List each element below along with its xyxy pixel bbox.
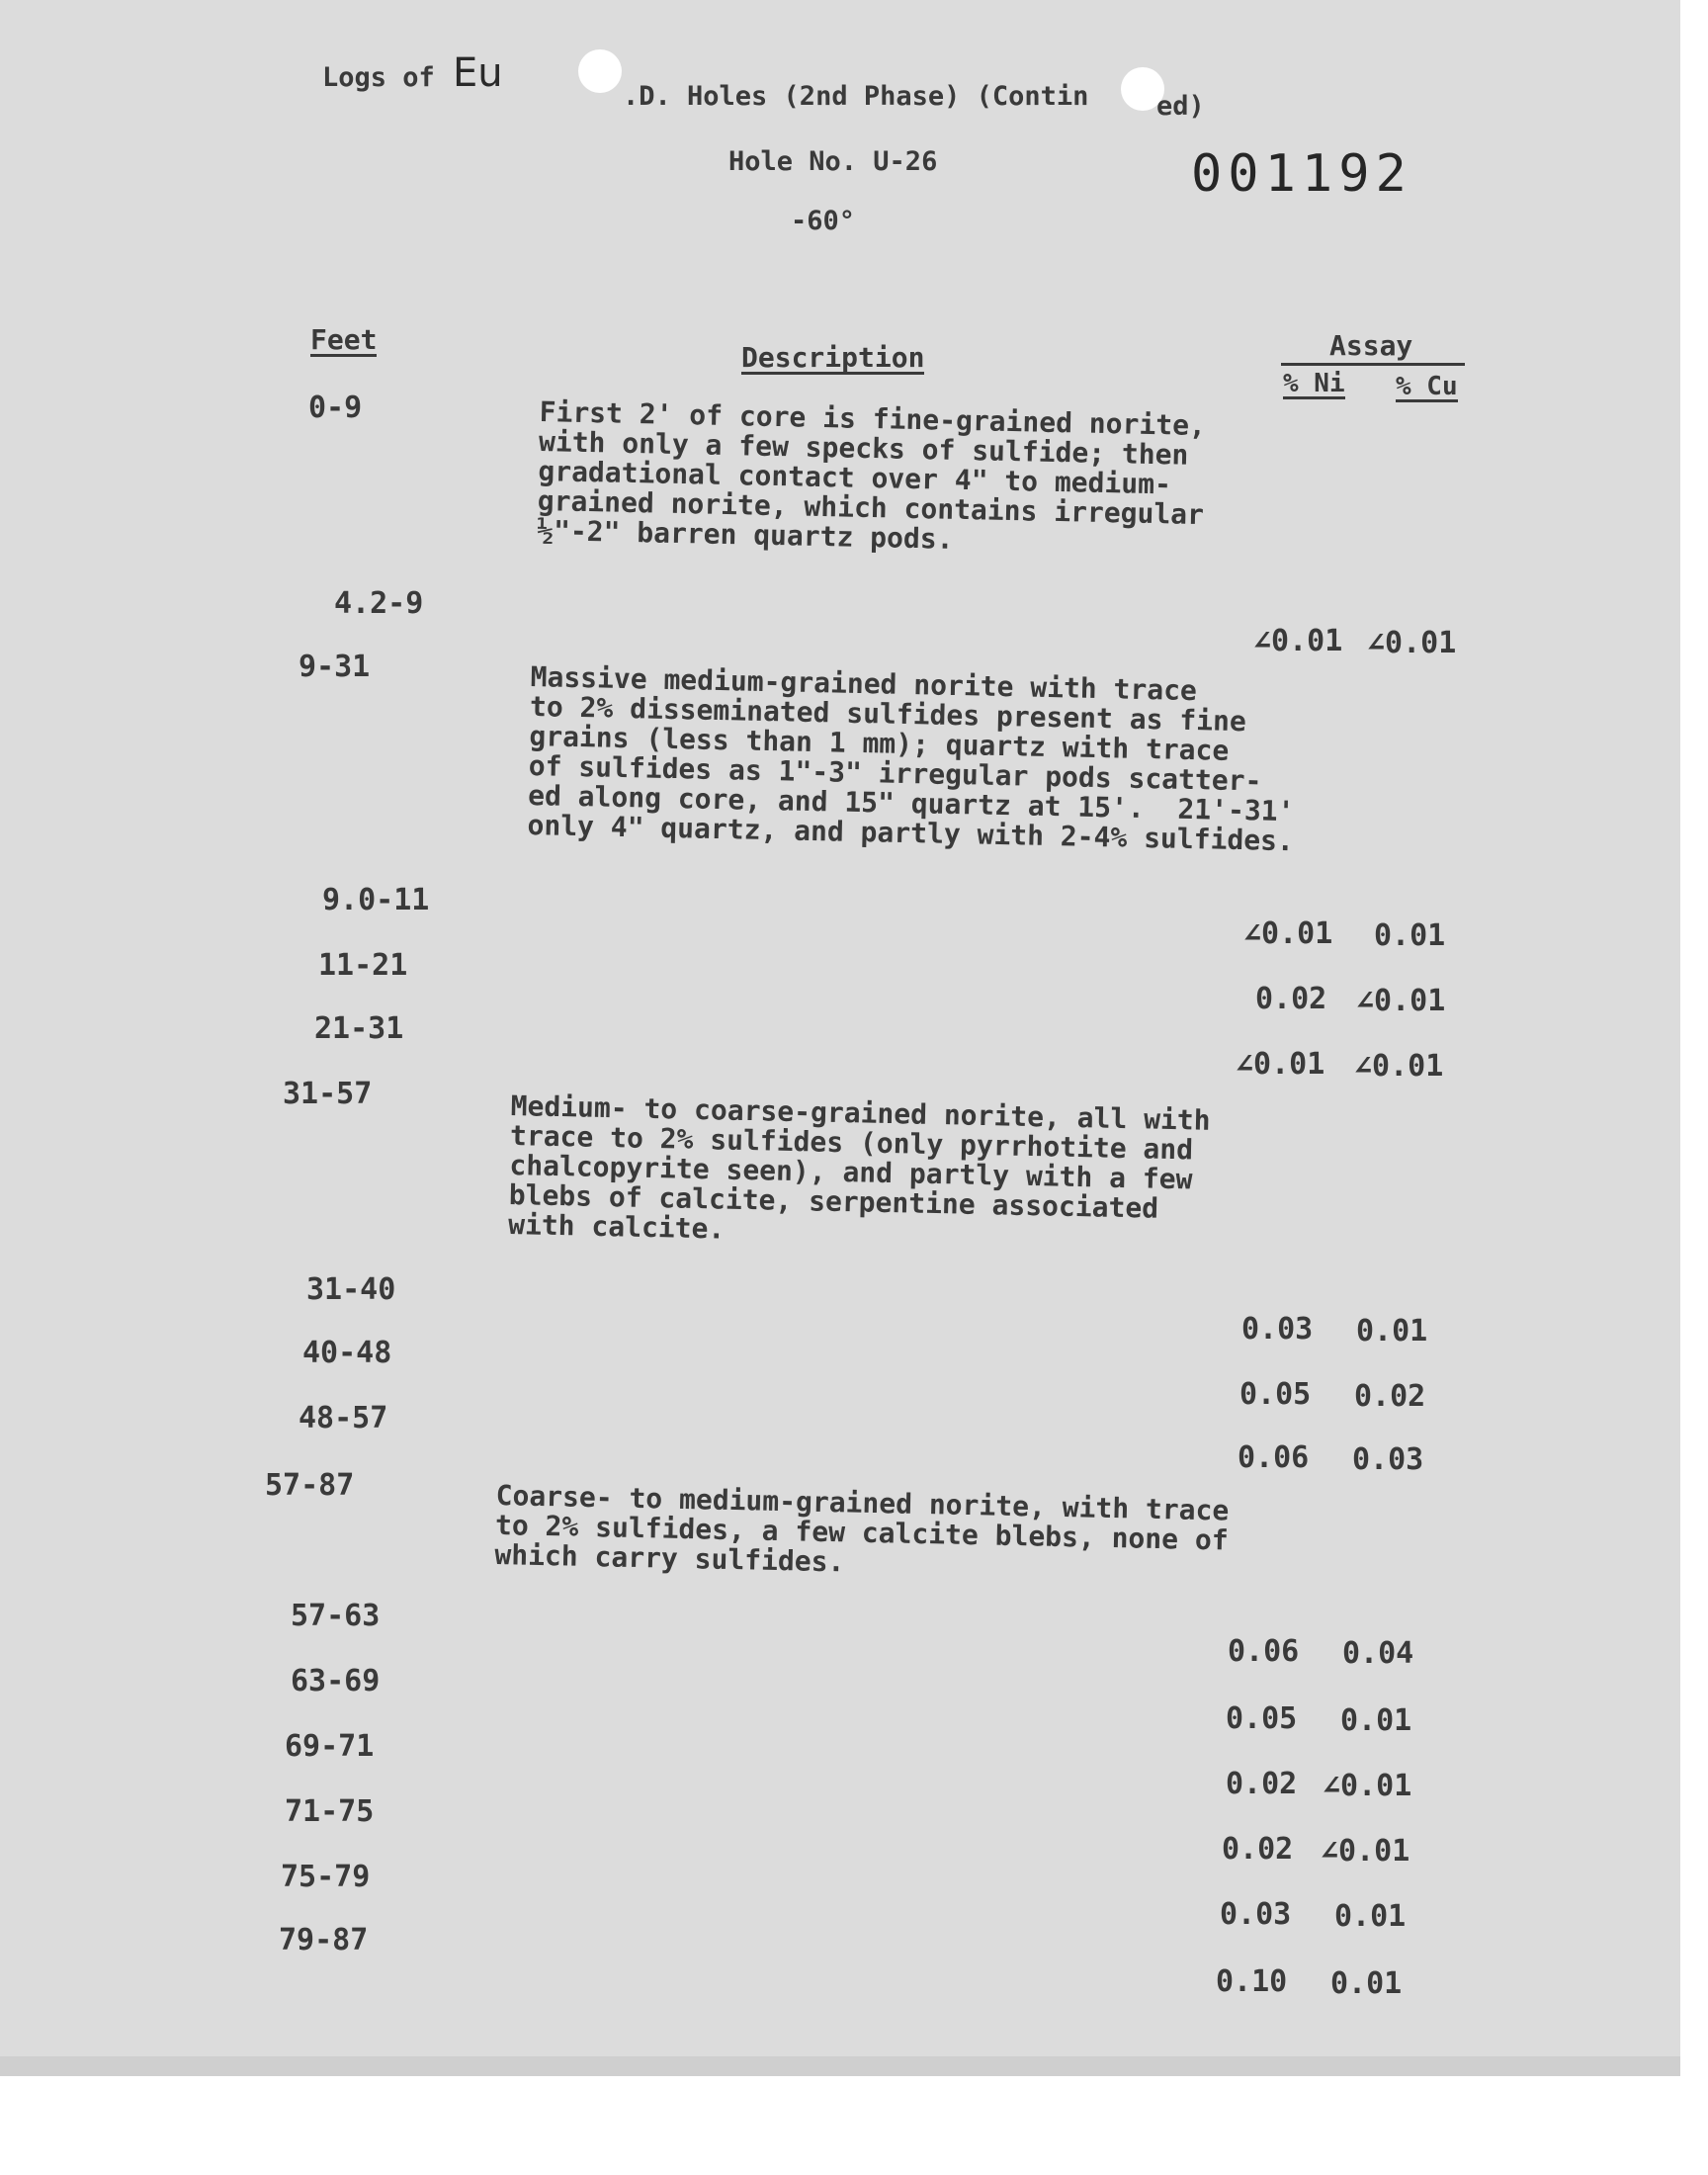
- assay-feet: 79-87: [279, 1923, 369, 1958]
- assay-cu: 0.01: [1334, 1899, 1407, 1934]
- assay-feet: 31-40: [306, 1272, 396, 1307]
- page-bottom-shadow: [0, 2056, 1680, 2076]
- header-description: Description: [741, 341, 925, 374]
- section-feet: 57-87: [265, 1468, 355, 1503]
- assay-feet: 71-75: [285, 1794, 375, 1829]
- hole-number: Hole No. U-26: [728, 146, 938, 177]
- assay-feet: 4.2-9: [334, 586, 424, 621]
- assay-cu: ∠0.01: [1321, 1834, 1410, 1869]
- assay-feet: 21-31: [314, 1011, 404, 1046]
- assay-ni: 0.05: [1226, 1701, 1298, 1736]
- assay-cu: 0.01: [1340, 1703, 1412, 1738]
- assay-ni: ∠0.01: [1236, 1047, 1325, 1082]
- assay-ni: 0.02: [1255, 982, 1327, 1016]
- assay-ni: 0.03: [1220, 1897, 1292, 1932]
- section-description: Medium- to coarse-grained norite, all with trace to 2% sulfides (only pyrrhotite and chalcopyrite seen), and partly with a few blebs of calcite, serpentine associated with calcite.: [507, 1089, 1211, 1246]
- header-cu: % Cu: [1396, 372, 1458, 401]
- title-handwritten: Eu: [453, 50, 503, 96]
- header-ni: % Ni: [1283, 369, 1345, 398]
- section-feet: 31-57: [283, 1077, 373, 1111]
- assay-ni: 0.02: [1222, 1832, 1294, 1867]
- title-suffix: .D. Holes (2nd Phase) (Contin: [623, 81, 1089, 112]
- section-description: First 2' of core is fine-grained norite, with only a few specks of sulfide; then gradational contact over 4" to medium- grained norite, which contains irregular ½"-2" barren quartz pods.: [536, 395, 1207, 556]
- assay-feet: 9.0-11: [322, 883, 430, 917]
- assay-cu: 0.04: [1342, 1636, 1414, 1671]
- assay-ni: 0.02: [1226, 1767, 1298, 1801]
- assay-ni: 0.05: [1239, 1377, 1312, 1412]
- assay-feet: 69-71: [285, 1729, 375, 1764]
- assay-ni: ∠0.01: [1253, 624, 1343, 658]
- header-feet: Feet: [310, 323, 378, 356]
- title-prefix: Logs of: [322, 62, 435, 93]
- assay-cu: 0.02: [1354, 1379, 1426, 1414]
- assay-cu: 0.01: [1374, 918, 1446, 953]
- document-number: 001192: [1191, 144, 1412, 204]
- section-description: Coarse- to medium-grained norite, with trace to 2% sulfides, a few calcite blebs, none of which carry sulfides.: [494, 1479, 1230, 1579]
- assay-ni: 0.06: [1238, 1440, 1310, 1475]
- assay-cu: ∠0.01: [1323, 1769, 1412, 1803]
- assay-feet: 11-21: [318, 948, 408, 983]
- assay-feet: 40-48: [302, 1336, 392, 1370]
- section-feet: 9-31: [299, 650, 371, 684]
- assay-cu: 0.03: [1352, 1442, 1424, 1477]
- assay-cu: ∠0.01: [1354, 1049, 1444, 1084]
- assay-ni: 0.10: [1216, 1964, 1288, 1999]
- assay-cu: ∠0.01: [1367, 626, 1457, 660]
- assay-cu: 0.01: [1356, 1314, 1428, 1348]
- assay-feet: 48-57: [299, 1401, 388, 1436]
- title-tail: ed): [1156, 91, 1205, 122]
- section-description: Massive medium-grained norite with trace to 2% disseminated sulfides present as fine grains (less than 1 mm); quartz with trace of sulfides as 1"-3" irregular pods scatter- ed along core, and 15" quartz at 15'. 21'-31' only 4" quartz, and partly with 2-4% sulfides.: [527, 660, 1295, 858]
- assay-rule: [1281, 363, 1465, 366]
- angle: -60°: [791, 206, 856, 236]
- assay-cu: 0.01: [1330, 1966, 1403, 2001]
- header-assay: Assay: [1329, 329, 1413, 362]
- assay-feet: 75-79: [281, 1860, 371, 1894]
- assay-ni: ∠0.01: [1243, 916, 1333, 951]
- assay-cu: ∠0.01: [1356, 984, 1446, 1018]
- assay-ni: 0.03: [1241, 1312, 1314, 1347]
- assay-ni: 0.06: [1228, 1634, 1300, 1669]
- punch-hole-left: [578, 49, 622, 93]
- section-feet: 0-9: [308, 391, 363, 425]
- assay-feet: 63-69: [291, 1664, 381, 1698]
- assay-feet: 57-63: [291, 1599, 381, 1633]
